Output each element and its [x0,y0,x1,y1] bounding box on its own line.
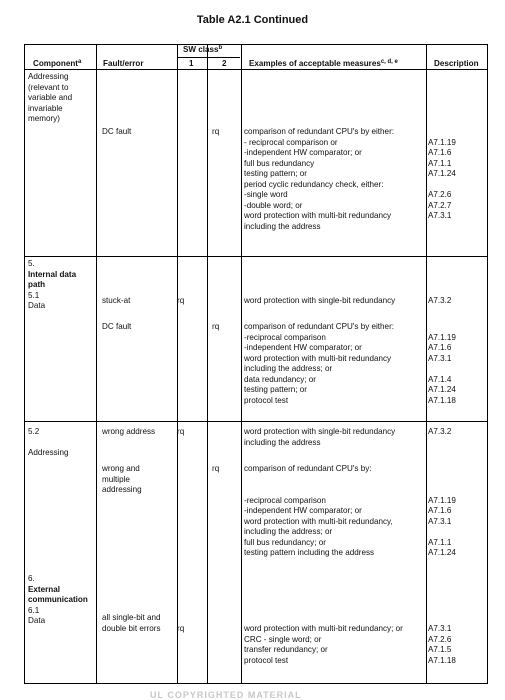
measures-cell: comparison of redundant CPU's by either: -reciprocal comparison -independent HW comparator; or word protection with multi-bit redundancy including the address; or data redundancy; or testing pattern; or protocol test [244,322,395,405]
header-examples: Examples of acceptable measures$^{c, d, e}$ [249,59,398,68]
header-component: Component$^a$ [33,59,82,68]
table-title: Table A2.1 Continued [196,14,309,26]
description-cell: A7.1.19 A7.1.6 A7.1.1 A7.1.24 A7.2.6 A7.2.7 A7.3.1 [428,137,456,220]
fault-cell: wrong and multiple addressing [102,464,142,494]
measures-cell: word protection with multi-bit redundancy; or CRC - single word; or transfer redundancy; or protocol test [244,624,403,665]
fault-cell: wrong address [102,427,156,436]
description-cell: A7.1.19 A7.1.6 A7.3.1 A7.1.1 A7.1.24 [428,495,456,557]
component-cell: 5. Internal data path 5.1 Data [28,259,77,310]
sw2-cell: rq [212,127,220,136]
component-cell: 5.2 Addressing [28,427,69,457]
header-fault: Fault/error [103,59,144,68]
measures-cell: comparison of redundant CPU's by either: - reciprocal comparison or -independent HW comparator; or full bus redundancy testing pattern; or period cyclic redundancy check, either: -single word -double word; or word protection with multi-bit redundancy including the address [244,127,395,231]
sw2-cell: rq [212,464,220,473]
sw2-cell: rq [212,322,220,331]
header-sw1: 1 [189,59,194,68]
header-description: Description [434,59,479,68]
watermark: UL COPYRIGHTED MATERIAL [150,690,302,700]
component-cell: 6. External communication 6.1 Data [28,574,88,625]
fault-cell: stuck-at [102,296,131,305]
description-cell: A7.3.1 A7.2.6 A7.1.5 A7.1.18 [428,624,456,665]
component-cell: Addressing (relevant to variable and invariable memory) [28,72,73,123]
fault-cell: DC fault [102,322,132,331]
sw1-cell: rq [177,296,185,305]
fault-cell: all single-bit and double bit errors [102,613,161,633]
measures-cell: word protection with single-bit redundancy [244,296,396,305]
measures-cell: word protection with single-bit redundancy including the address [244,427,396,447]
measures-cell: comparison of redundant CPU's by: -reciprocal comparison -independent HW comparator; or word protection with multi-bit redundancy, including the address; or full bus redundancy; or testing pattern including the address [244,464,393,557]
requirements-table [24,44,488,684]
header-sw2: 2 [222,59,227,68]
fault-cell: DC fault [102,127,132,136]
description-cell: A7.3.2 [428,296,452,305]
header-sw-class: SW class$^b$ [183,45,223,54]
description-cell: A7.1.19 A7.1.6 A7.3.1 A7.1.4 A7.1.24 A7.1.18 [428,332,456,405]
sw1-cell: rq [177,427,185,436]
sw1-cell: rq [177,624,185,633]
description-cell: A7.3.2 [428,427,452,436]
